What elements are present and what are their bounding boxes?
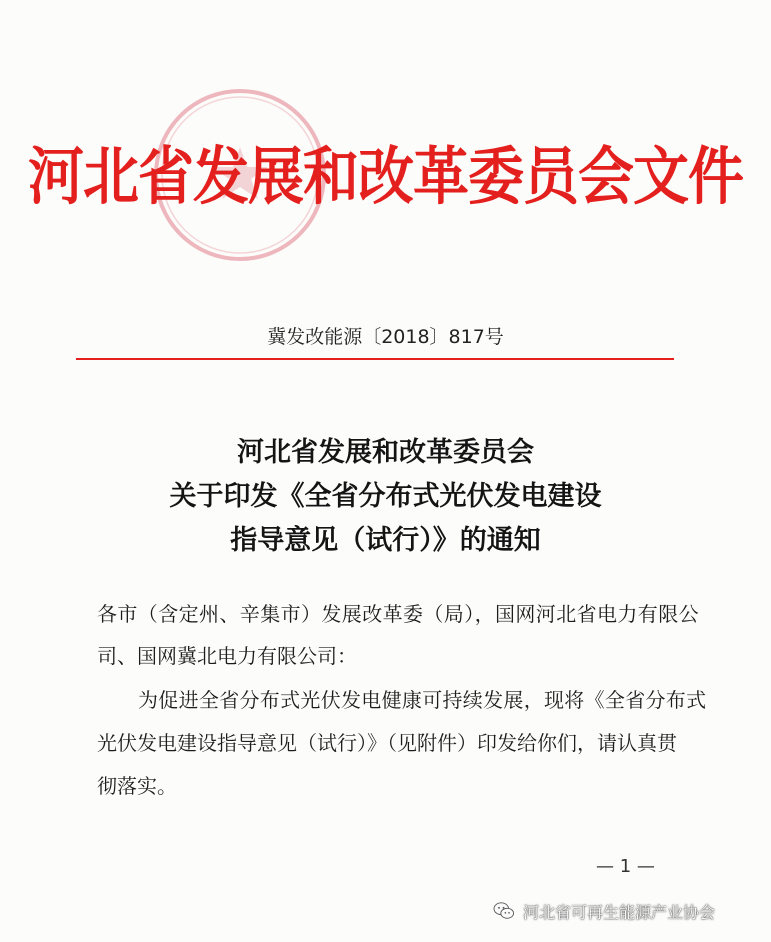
title-line: 河北省发展和改革委员会 (237, 437, 534, 468)
watermark-text: 河北省可再生能源产业协会 (523, 902, 716, 922)
wechat-icon (493, 901, 515, 921)
body-line: 光伏发电建设指导意见（试行）》（见附件）印发给你们，请认真贯 (97, 731, 677, 755)
wechat-watermark (493, 900, 715, 922)
red-divider (76, 358, 674, 360)
title-line: 关于印发《全省分布式光伏发电建设 (169, 481, 602, 512)
document-header: 河北省发展和改革委员会文件 (28, 140, 743, 214)
body-line: 各市（含定州、辛集市）发展改革委（局），国网河北省电力有限公 (97, 602, 699, 626)
title-line: 指导意见（试行）》的通知 (230, 525, 541, 556)
body-line: 司、国网冀北电力有限公司： (97, 644, 357, 668)
body-line: 为促进全省分布式光伏发电健康可持续发展，现将《全省分布式 (138, 688, 707, 712)
body-line: 彻落实。 (97, 774, 177, 798)
page-number: — 1 — (596, 856, 655, 877)
document-number: 冀发改能源〔2018〕817号 (267, 326, 504, 348)
